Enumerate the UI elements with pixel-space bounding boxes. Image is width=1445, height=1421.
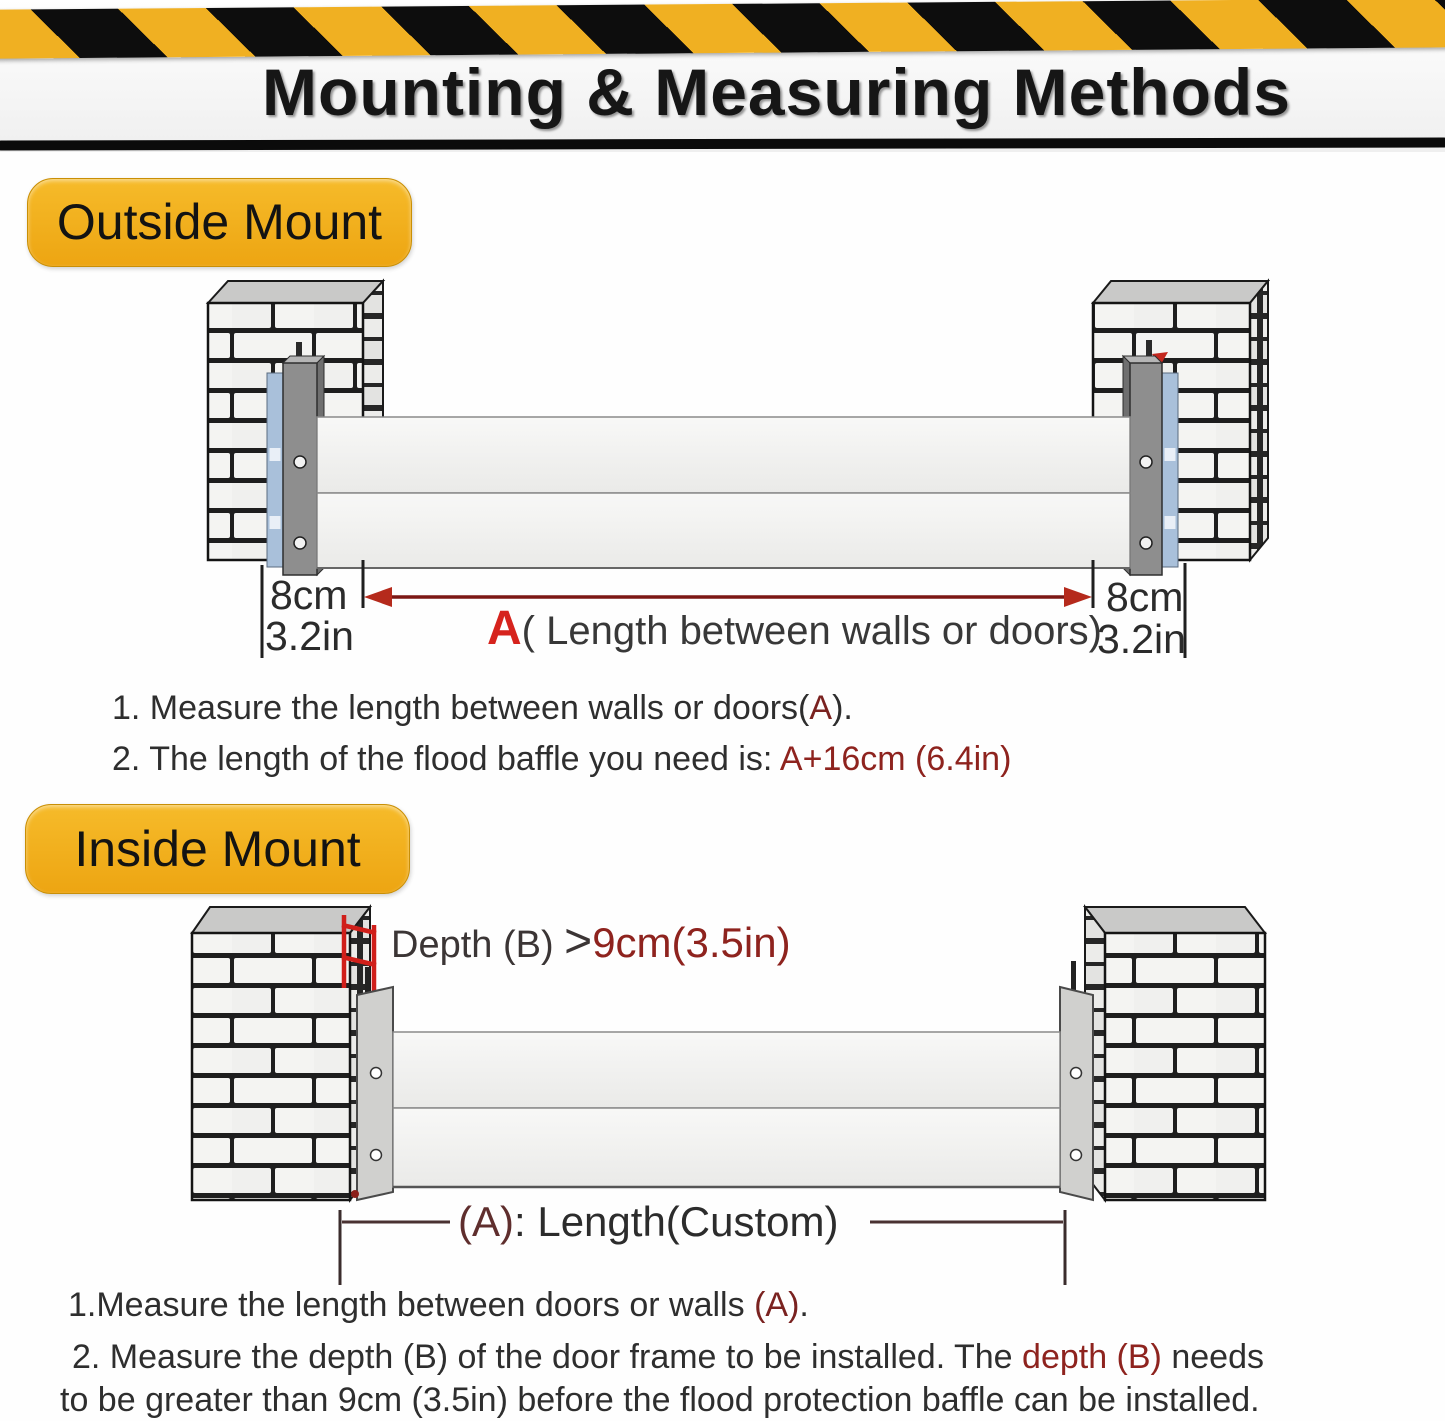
inside-step-1: 1.Measure the length between doors or walls (A). [68, 1286, 809, 1324]
span-label-letter: A [487, 602, 522, 655]
inside-right-wall [1085, 907, 1265, 1200]
flood-barrier-panels [317, 417, 1130, 568]
outside-left-offset-cm-label: 8cm [270, 572, 348, 618]
outside-mount-badge: Outside Mount [27, 178, 412, 267]
inside-step-2-line-2: to be greater than 9cm (3.5in) before the flood protection baffle can be installed. [60, 1381, 1260, 1419]
page-title: Mounting & Measuring Methods [262, 55, 1291, 129]
outside-span-label [487, 601, 1102, 656]
inside-span-label: (A): Length(Custom) [458, 1198, 839, 1245]
outside-right-offset-cm-label: 8cm [1106, 574, 1184, 620]
depth-requirement-label: Depth (B) >9cm(3.5in) [391, 915, 791, 968]
inside-left-channel [351, 987, 393, 1200]
inside-mount-badge: Inside Mount [25, 804, 410, 894]
outside-left-offset-in-label: 3.2in [265, 613, 354, 659]
outside-step-1: 1. Measure the length between walls or doors(A). [112, 689, 853, 727]
outside-step-2: 2. The length of the flood baffle you need is: A+16cm (6.4in) [112, 740, 1012, 778]
inside-right-channel [1060, 987, 1093, 1200]
inside-barrier-panels [393, 1032, 1060, 1187]
right-seal-strip [1162, 373, 1178, 567]
inside-step-2-line-1: 2. Measure the depth (B) of the door frame to be installed. The depth (B) needs [72, 1338, 1264, 1376]
span-label-text: ( Length between walls or doors) [521, 609, 1102, 653]
left-seal-strip [267, 373, 283, 567]
outside-right-offset-in-label: 3.2in [1097, 616, 1186, 662]
